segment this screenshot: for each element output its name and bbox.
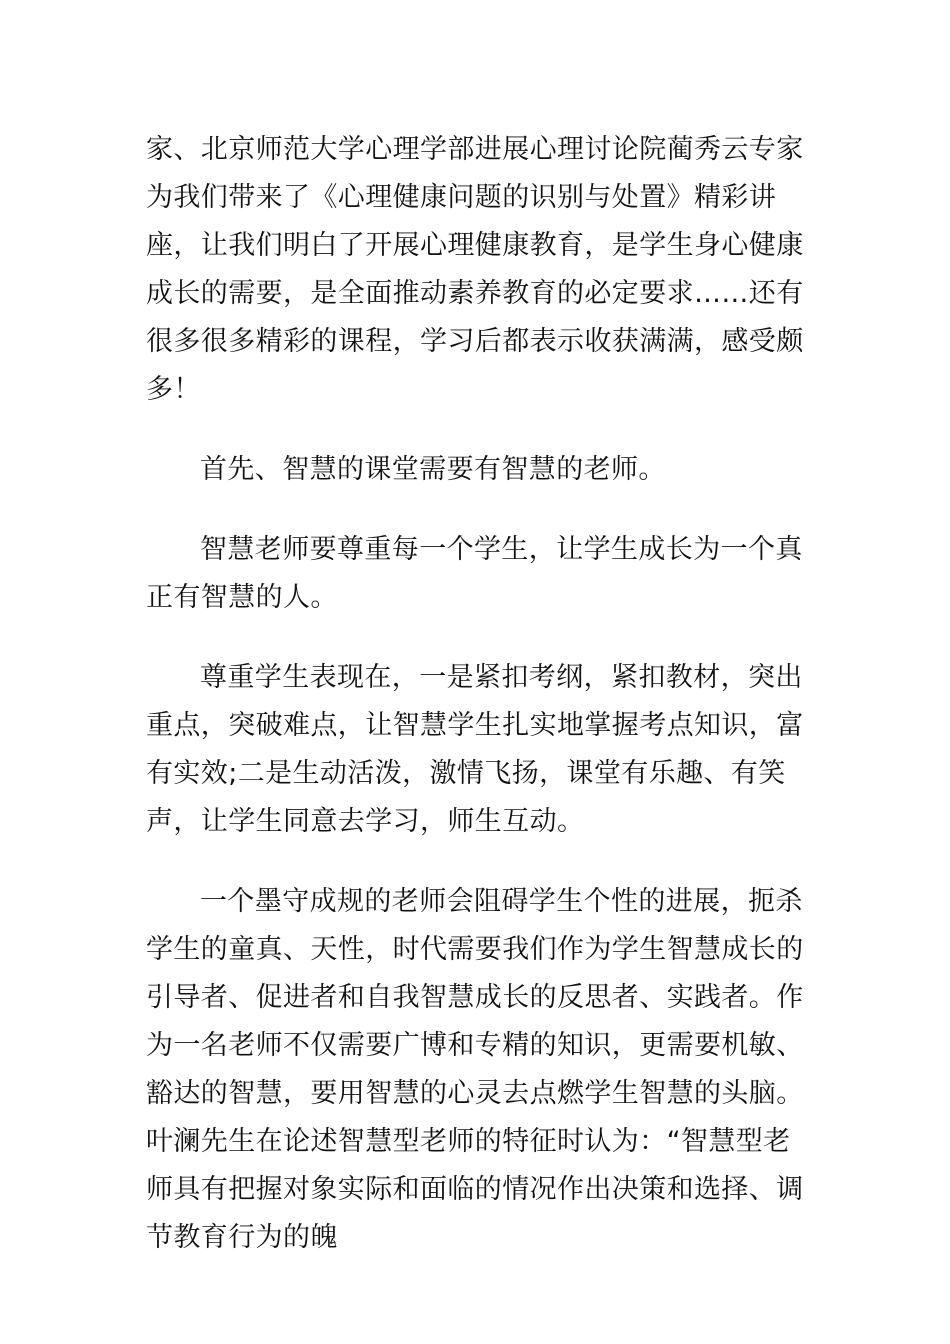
paragraph-wise-teacher: 一个墨守成规的老师会阻碍学生个性的进展，扼杀学生的童真、天性，时代需要我们作为学生智慧成长的引导者、促进者和自我智慧成长的反思者、实践者。作为一名老师不仅需要广博和专精的知识，更需要机敏、豁达的智慧，要用智慧的心灵去点燃学生智慧的头脑。叶澜先生在论述智慧型老师的特征时认为：“智慧型老师具有把握对象实际和面临的情况作出决策和选择、调节教育行为的魄 xyxy=(146,886,804,1253)
paragraph-continuation: 家、北京师范大学心理学部进展心理讨论院蔺秀云专家为我们带来了《心理健康问题的识别与处置》精彩讲座，让我们明白了开展心理健康教育，是学生身心健康成长的需要，是全面推动素养教育的必定要求……还有很多很多精彩的课程，学习后都表示收获满满，感受颇多！ xyxy=(146,134,804,405)
paragraph-wise-classroom: 首先、智慧的课堂需要有智慧的老师。 xyxy=(200,454,666,485)
paragraph-respect-details: 尊重学生表现在，一是紧扣考纲，紧扣教材，突出重点，突破难点，让智慧学生扎实地掌握考点知识，富有实效;二是生动活泼，激情飞扬，课堂有乐趣、有笑声，让学生同意去学习，师生互动。 xyxy=(146,662,804,837)
document-body xyxy=(146,126,806,1294)
paragraph-respect-students: 智慧老师要尊重每一个学生，让学生成长为一个真正有智慧的人。 xyxy=(146,534,803,613)
